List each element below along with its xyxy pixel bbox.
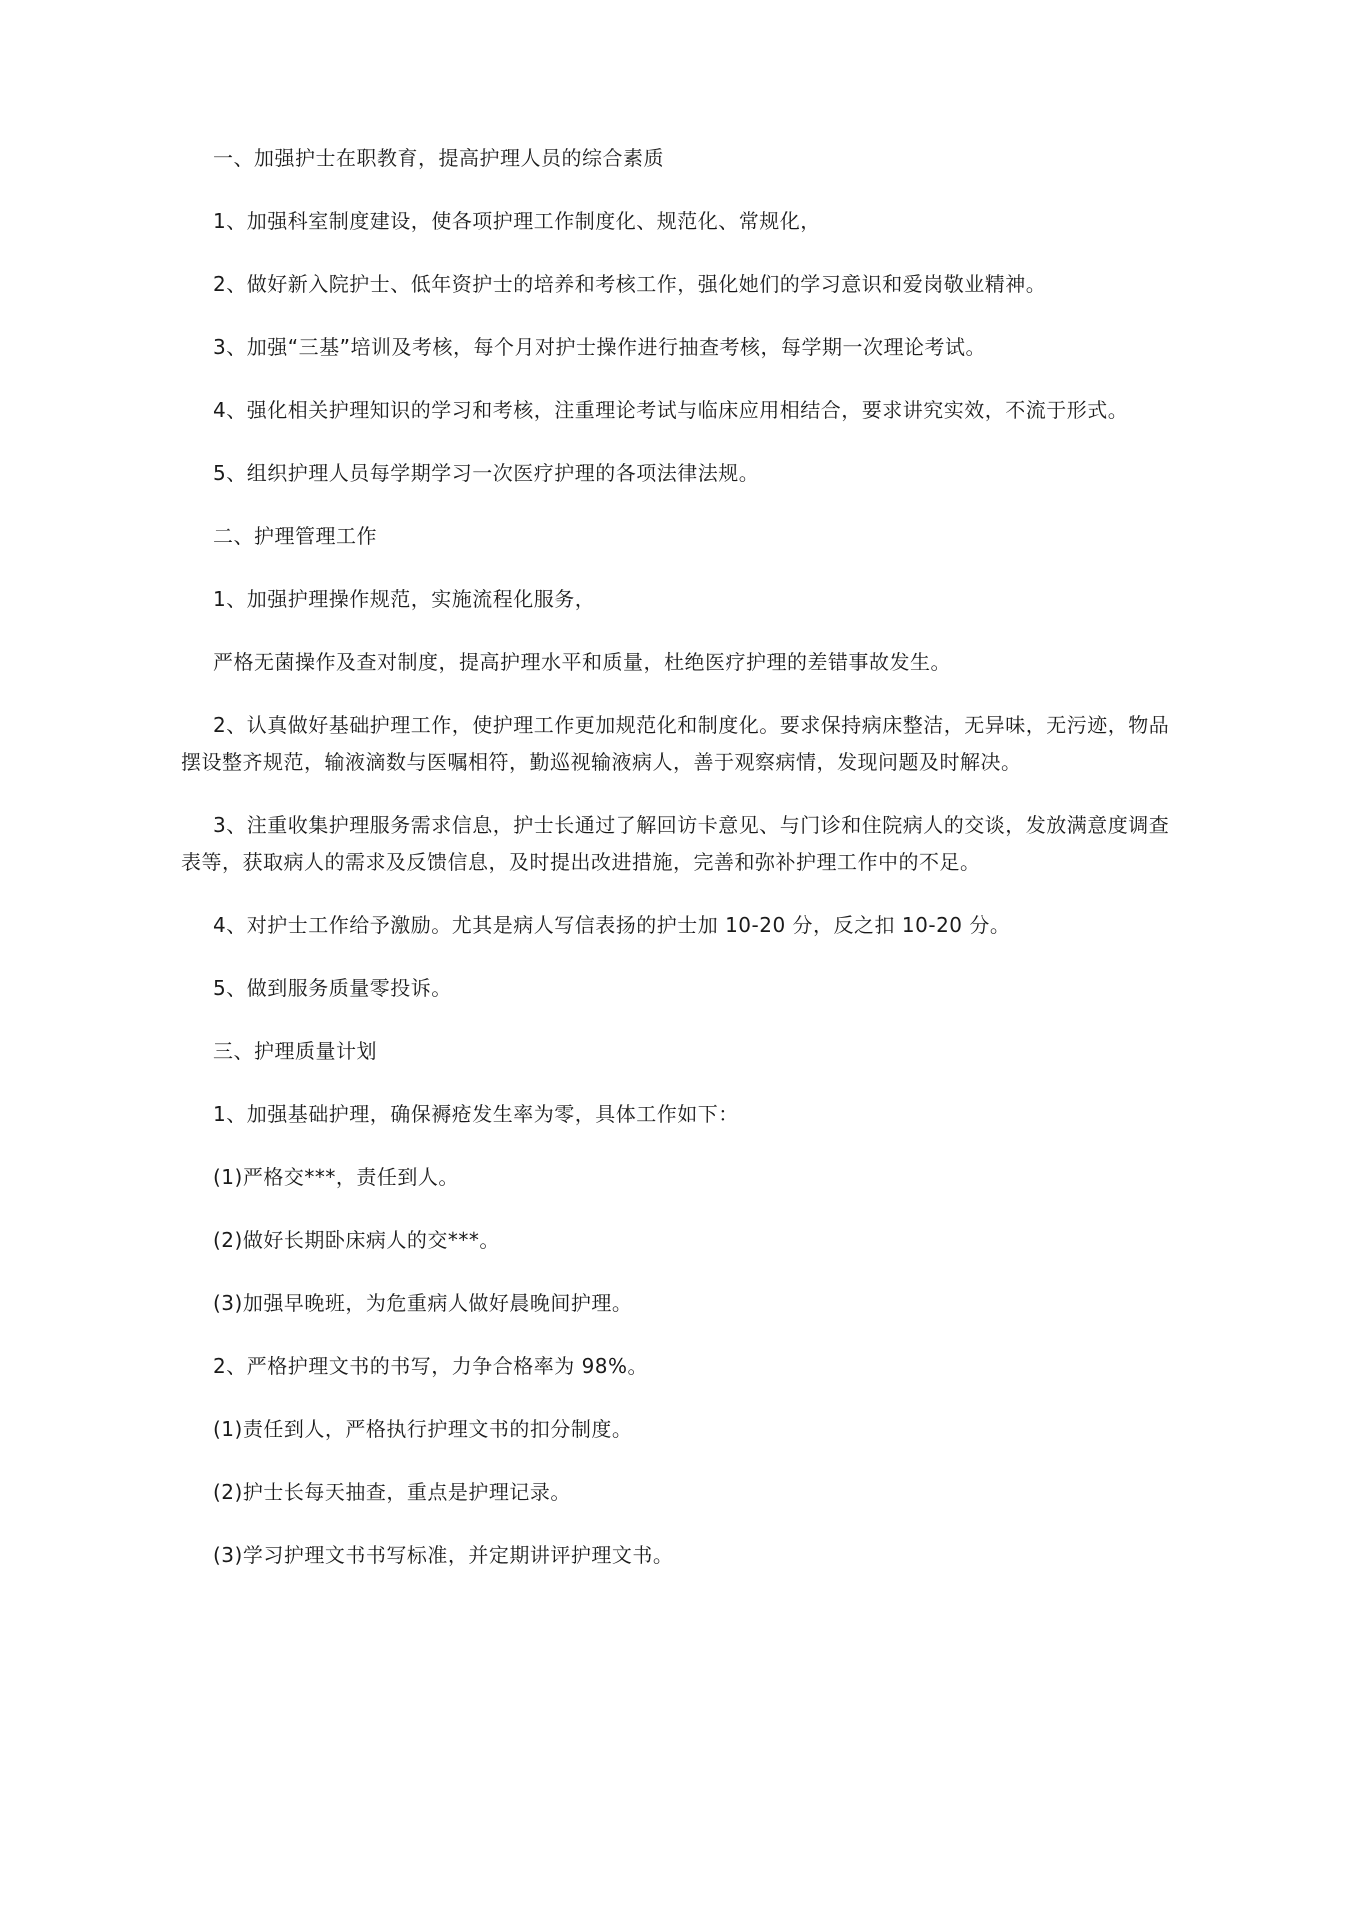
paragraph: 严格无菌操作及查对制度，提高护理水平和质量，杜绝医疗护理的差错事故发生。 <box>213 650 951 674</box>
sub-list-item: (2)做好长期卧床病人的交***。 <box>213 1228 500 1252</box>
list-item: 1、加强基础护理，确保褥疮发生率为零，具体工作如下： <box>213 1102 739 1126</box>
list-item: 4、对护士工作给予激励。尤其是病人写信表扬的护士加 10-20 分，反之扣 10-20 分。 <box>213 913 1011 937</box>
list-item: 5、组织护理人员每学期学习一次医疗护理的各项法律法规。 <box>213 461 760 485</box>
list-item: 1、加强护理操作规范，实施流程化服务， <box>213 587 596 611</box>
list-item: 4、强化相关护理知识的学习和考核，注重理论考试与临床应用相结合，要求讲究实效，不流于形式。 <box>213 398 1129 422</box>
sub-list-item: (1)严格交***，责任到人。 <box>213 1165 459 1189</box>
list-item: 5、做到服务质量零投诉。 <box>213 976 452 1000</box>
list-item: 2、严格护理文书的书写，力争合格率为 98%。 <box>213 1354 649 1378</box>
list-item: 2、做好新入院护士、低年资护士的培养和考核工作，强化她们的学习意识和爱岗敬业精神。 <box>213 272 1047 296</box>
list-item: 3、注重收集护理服务需求信息，护士长通过了解回访卡意见、与门诊和住院病人的交谈，发放满意度调查表等，获取病人的需求及反馈信息，及时提出改进措施，完善和弥补护理工作中的不足。 <box>181 813 1170 874</box>
list-item: 3、加强“三基”培训及考核，每个月对护士操作进行抽查考核，每学期一次理论考试。 <box>213 335 986 359</box>
section-heading-3: 三、护理质量计划 <box>213 1039 377 1063</box>
list-item: 2、认真做好基础护理工作，使护理工作更加规范化和制度化。要求保持病床整洁，无异味，无污迹，物品摆设整齐规范，输液滴数与医嘱相符，勤巡视输液病人，善于观察病情，发现问题及时解决。 <box>181 713 1170 774</box>
sub-list-item: (3)加强早晚班，为危重病人做好晨晚间护理。 <box>213 1291 633 1315</box>
section-heading-1: 一、加强护士在职教育，提高护理人员的综合素质 <box>213 146 664 170</box>
document-body <box>181 140 1181 1574</box>
section-heading-2: 二、护理管理工作 <box>213 524 377 548</box>
sub-list-item: (2)护士长每天抽查，重点是护理记录。 <box>213 1480 571 1504</box>
list-item: 1、加强科室制度建设，使各项护理工作制度化、规范化、常规化， <box>213 209 821 233</box>
sub-list-item: (3)学习护理文书书写标准，并定期讲评护理文书。 <box>213 1543 674 1567</box>
sub-list-item: (1)责任到人，严格执行护理文书的扣分制度。 <box>213 1417 633 1441</box>
